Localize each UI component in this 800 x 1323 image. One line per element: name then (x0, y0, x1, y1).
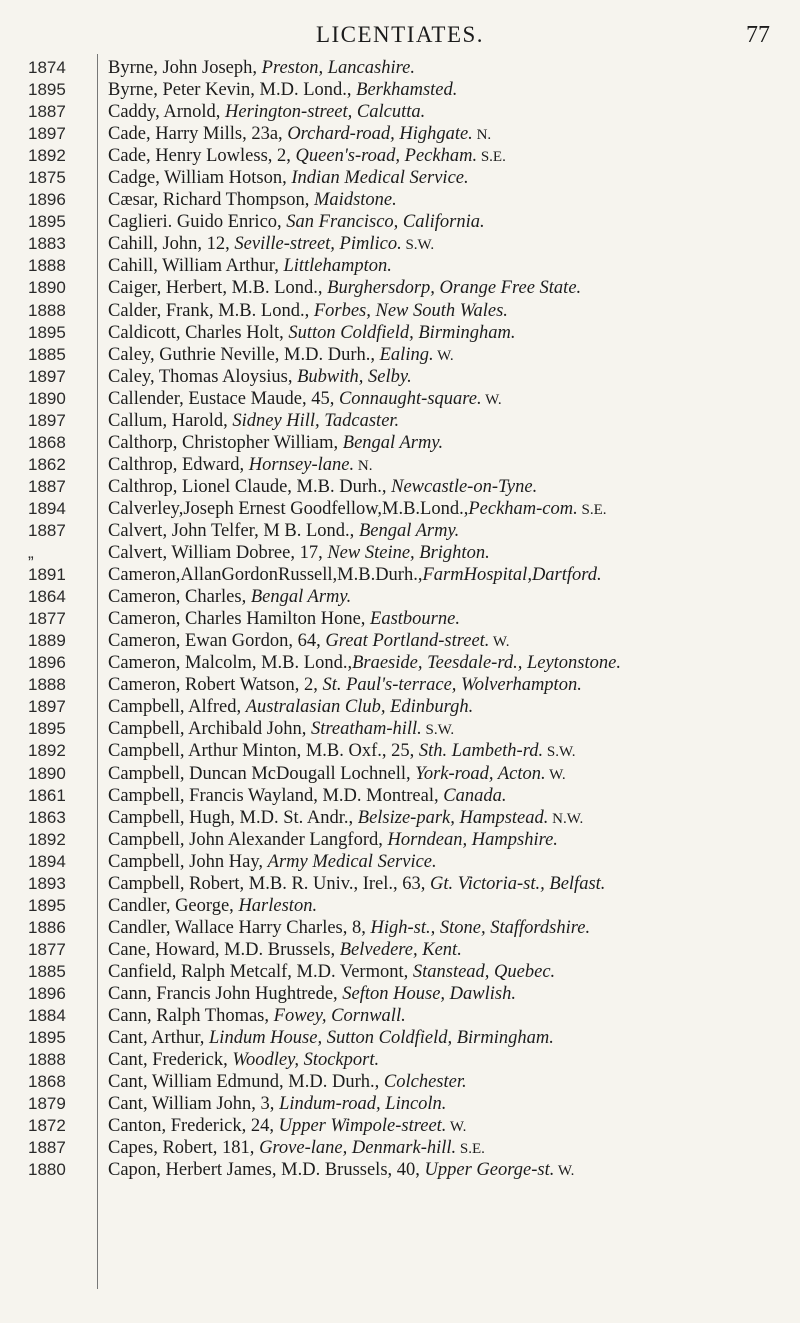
entry-address: Queen's-road, Peckham. (295, 146, 478, 167)
entry-address: San Francisco, California. (286, 212, 485, 233)
entry-text (108, 740, 575, 763)
entry-text (108, 366, 412, 388)
entry-name: Cade, Henry Lowless, 2, (108, 146, 296, 167)
entry-year: 1880 (28, 1160, 66, 1180)
list-item (0, 123, 800, 145)
entry-name: Campbell, Arthur Minton, M.B. Oxf., 25, (108, 741, 419, 762)
entry-name: Cameron, Robert Watson, 2, (108, 675, 323, 696)
entry-text (108, 189, 397, 211)
entry-address: Australasian Club, Edinburgh. (245, 697, 474, 718)
list-item (0, 167, 800, 189)
entry-address: Peckham-com. (468, 498, 578, 519)
list-item (0, 807, 800, 829)
list-item (0, 785, 800, 807)
entry-district: S.W. (421, 722, 455, 739)
entry-year: 1861 (28, 785, 66, 805)
entry-name: Callum, Harold, (108, 410, 233, 431)
entry-name: Cade, Harry Mills, 23a, (108, 124, 288, 145)
entry-year: 1895 (28, 719, 66, 739)
entry-name: Campbell, John Alexander Langford, (108, 829, 388, 850)
entry-name: Campbell, Hugh, M.D. St. Andr., (108, 807, 358, 828)
entry-address: Braeside, Teesdale-rd., Leytonstone. (352, 653, 621, 674)
list-item (0, 189, 800, 211)
entry-year: 1897 (28, 366, 66, 386)
entry-text (108, 674, 582, 696)
list-item (0, 277, 800, 299)
entry-address: Orchard-road, Highgate. (287, 124, 473, 145)
list-item (0, 101, 800, 123)
entry-text (108, 564, 602, 586)
entry-name: Callender, Eustace Maude, 45, (108, 388, 339, 409)
entry-text (108, 432, 443, 454)
entry-text (108, 807, 583, 830)
entry-district: N. (472, 127, 492, 144)
entry-text (108, 101, 425, 123)
entry-text (108, 1137, 485, 1160)
list-item (0, 873, 800, 895)
entry-address: Harleston. (238, 895, 318, 916)
entry-year: 1888 (28, 300, 66, 320)
list-item (0, 57, 800, 79)
list-item (0, 1115, 800, 1137)
entry-address: Indian Medical Service. (291, 168, 469, 189)
entry-text (108, 476, 537, 498)
entry-year: 1892 (28, 146, 66, 166)
entry-text (108, 388, 502, 411)
entry-year: 1895 (28, 212, 66, 232)
entry-name: Campbell, John Hay, (108, 851, 268, 872)
entry-name: Cæsar, Richard Thompson, (108, 190, 315, 211)
list-item (0, 432, 800, 454)
entry-name: Campbell, Duncan McDougall Lochnell, (108, 763, 416, 784)
entry-year: 1895 (28, 80, 66, 100)
list-item (0, 145, 800, 167)
entry-text (108, 300, 508, 322)
list-item (0, 211, 800, 233)
entry-name: Cann, Francis John Hughtrede, (108, 983, 343, 1004)
entry-district: S.W. (401, 237, 435, 254)
entry-text (108, 1049, 379, 1071)
entry-name: Calthrop, Lionel Claude, M.B. Durh., (108, 476, 392, 497)
entry-text (108, 211, 485, 233)
entry-address: Seville-street, Pimlico. (234, 234, 402, 255)
entry-year: 1868 (28, 1072, 66, 1092)
list-item (0, 498, 800, 520)
entry-year: 1888 (28, 256, 66, 276)
entry-address: Gt. Victoria-st., Belfast. (430, 873, 606, 894)
entry-name: Calder, Frank, M.B. Lond., (108, 300, 314, 321)
entry-text (108, 277, 581, 299)
entry-address: Upper George-st. (424, 1160, 555, 1181)
entry-name: Cant, Arthur, (108, 1028, 210, 1049)
entry-district: W. (481, 391, 502, 408)
entry-name: Cane, Howard, M.D. Brussels, (108, 939, 340, 960)
entry-name: Caley, Guthrie Neville, M.D. Durh., (108, 344, 380, 365)
entry-year: 1864 (28, 587, 66, 607)
entry-address: Sth. Lambeth-rd. (418, 741, 544, 762)
entry-year: 1890 (28, 388, 66, 408)
entry-year: 1887 (28, 1138, 66, 1158)
entry-text (108, 718, 454, 741)
entry-text (108, 344, 454, 367)
entry-address: Sutton Coldfield, Birmingham. (288, 322, 516, 343)
entry-text (108, 498, 607, 521)
entry-text (108, 145, 506, 168)
entry-address: York-road, Acton. (415, 763, 546, 784)
list-item (0, 564, 800, 586)
entry-text (108, 608, 460, 630)
entry-year: 1895 (28, 322, 66, 342)
list-item (0, 344, 800, 366)
entry-year: 1875 (28, 168, 66, 188)
entry-name: Caiger, Herbert, M.B. Lond., (108, 278, 328, 299)
entry-address: Bengal Army. (342, 432, 444, 453)
entry-address: Belsize-park, Hampstead. (357, 807, 549, 828)
entry-address: Preston, Lancashire. (261, 58, 415, 78)
entry-district: N. (354, 457, 373, 474)
entry-text (108, 322, 516, 344)
entry-year: 1897 (28, 697, 66, 717)
entry-year: 1887 (28, 520, 66, 540)
list-item (0, 851, 800, 873)
entry-name: Caglieri. Guido Enrico, (108, 212, 287, 233)
entry-address: St. Paul's-terrace, Wolverhampton. (322, 675, 582, 696)
entry-name: Cameron,AllanGordonRussell,M.B.Durh., (108, 565, 423, 586)
entry-text (108, 939, 462, 961)
entry-address: Berkhamsted. (356, 80, 458, 101)
list-item (0, 983, 800, 1005)
entry-address: Littlehampton. (283, 256, 392, 277)
entry-year: 1890 (28, 278, 66, 298)
entry-year: 1887 (28, 476, 66, 496)
list-item (0, 255, 800, 277)
entry-district: S.E. (456, 1141, 485, 1158)
entry-year: 1886 (28, 917, 66, 937)
entry-name: Campbell, Archibald John, (108, 719, 311, 740)
entry-text (108, 542, 490, 564)
entry-text (108, 873, 605, 895)
entry-district: W. (545, 766, 566, 783)
entry-year: 1863 (28, 807, 66, 827)
entry-name: Cahill, John, 12, (108, 234, 235, 255)
entry-district: S.E. (477, 149, 506, 166)
list-item (0, 233, 800, 255)
entry-address: Bubwith, Selby. (297, 366, 412, 387)
entry-text (108, 696, 473, 718)
entry-text (108, 829, 558, 851)
entry-year: 1872 (28, 1116, 66, 1136)
entry-year: 1889 (28, 631, 66, 651)
entry-year: 1885 (28, 344, 66, 364)
entry-name: Cann, Ralph Thomas, (108, 1006, 274, 1027)
entry-text (108, 983, 516, 1005)
entry-text (108, 255, 392, 277)
entry-address: Woodley, Stockport. (232, 1050, 380, 1071)
entry-name: Candler, George, (108, 895, 239, 916)
entry-name: Caldicott, Charles Holt, (108, 322, 289, 343)
entry-year: 1892 (28, 829, 66, 849)
entry-address: Bengal Army. (358, 520, 460, 541)
list-item (0, 763, 800, 785)
entry-name: Capes, Robert, 181, (108, 1138, 260, 1159)
list-item (0, 1071, 800, 1093)
entry-year: 1892 (28, 741, 66, 761)
list-item (0, 322, 800, 344)
entry-text (108, 79, 457, 101)
entry-year: 1868 (28, 432, 66, 452)
entry-list (0, 57, 800, 1181)
entry-text (108, 1071, 467, 1093)
list-item (0, 1159, 800, 1181)
entry-address: Lindum House, Sutton Coldfield, Birmingham. (209, 1028, 554, 1049)
entry-year: 1895 (28, 1028, 66, 1048)
entry-district: S.E. (577, 501, 607, 518)
entry-name: Campbell, Francis Wayland, M.D. Montreal, (108, 785, 444, 806)
list-item (0, 829, 800, 851)
entry-text (108, 520, 459, 542)
entry-address: New Steine, Brighton. (327, 543, 490, 564)
entry-address: Sefton House, Dawlish. (342, 983, 516, 1004)
entry-district: W. (446, 1119, 467, 1136)
entry-text (108, 851, 437, 873)
entry-address: Streatham-hill. (310, 719, 422, 740)
entry-district: W. (433, 347, 454, 364)
list-item (0, 718, 800, 740)
entry-address: FarmHospital,Dartford. (422, 565, 602, 586)
entry-name: Capon, Herbert James, M.D. Brussels, 40, (108, 1160, 425, 1181)
list-item (0, 79, 800, 101)
entry-text (108, 1159, 574, 1182)
entry-text (108, 630, 509, 653)
entry-year: 1885 (28, 961, 66, 981)
entry-name: Calthrop, Edward, (108, 454, 249, 475)
entry-name: Caley, Thomas Aloysius, (108, 366, 298, 387)
list-item (0, 696, 800, 718)
page-number: 77 (746, 22, 770, 48)
entry-text (108, 233, 434, 256)
entry-address: Newcastle-on-Tyne. (391, 476, 538, 497)
entry-name: Byrne, John Joseph, (108, 58, 262, 78)
entry-district: S.W. (543, 744, 576, 761)
entry-year: 1895 (28, 895, 66, 915)
entry-name: Cahill, William Arthur, (108, 256, 284, 277)
entry-name: Cant, Frederick, (108, 1050, 233, 1071)
entry-text (108, 1093, 446, 1115)
entry-name: Calvert, John Telfer, M B. Lond., (108, 520, 359, 541)
page-title: LICENTIATES. (315, 22, 485, 47)
entry-address: Great Portland-street. (325, 631, 490, 652)
entry-address: Sidney Hill, Tadcaster. (232, 410, 400, 431)
list-item (0, 1027, 800, 1049)
entry-address: Grove-lane, Denmark-hill. (259, 1138, 457, 1159)
entry-address: Army Medical Service. (267, 851, 437, 872)
entry-name: Cant, William John, 3, (108, 1094, 280, 1115)
entry-address: Forbes, New South Wales. (313, 300, 508, 321)
list-item (0, 388, 800, 410)
entry-name: Calthorp, Christopher William, (108, 432, 343, 453)
entry-year: 1888 (28, 1050, 66, 1070)
entry-name: Caddy, Arnold, (108, 102, 225, 123)
entry-address: Stanstead, Quebec. (412, 961, 556, 982)
entry-year: 1879 (28, 1094, 66, 1114)
entry-name: Campbell, Robert, M.B. R. Univ., Irel., 63, (108, 873, 431, 894)
page-header (0, 22, 800, 52)
entry-name: Campbell, Alfred, (108, 697, 246, 718)
entry-text (108, 895, 317, 917)
entry-address: Maidstone. (314, 190, 397, 211)
entry-year: 1874 (28, 58, 66, 77)
entry-year: 1883 (28, 234, 66, 254)
entry-name: Canfield, Ralph Metcalf, M.D. Vermont, (108, 961, 413, 982)
list-item (0, 586, 800, 608)
entry-address: Lindum-road, Lincoln. (279, 1094, 447, 1115)
list-item (0, 476, 800, 498)
list-item (0, 366, 800, 388)
entry-text (108, 763, 566, 786)
list-item (0, 939, 800, 961)
list-item (0, 1049, 800, 1071)
entry-address: Horndean, Hampshire. (387, 829, 558, 850)
entry-year: 1893 (28, 873, 66, 893)
entry-year: 1862 (28, 454, 66, 474)
entry-text (108, 454, 372, 477)
entry-year: 1896 (28, 983, 66, 1003)
entry-name: Canton, Frederick, 24, (108, 1116, 279, 1137)
entry-text (108, 57, 415, 79)
entry-name: Cameron, Malcolm, M.B. Lond., (108, 653, 353, 674)
entry-address: Bengal Army. (250, 587, 352, 608)
entry-address: Colchester. (383, 1072, 467, 1093)
entry-name: Calvert, William Dobree, 17, (108, 543, 328, 564)
entry-district: N.W. (548, 810, 584, 827)
entry-text (108, 410, 399, 432)
list-item (0, 608, 800, 630)
entry-text (108, 123, 491, 146)
entry-year: 1884 (28, 1006, 66, 1026)
entry-year: 1897 (28, 410, 66, 430)
entry-year: 1894 (28, 851, 66, 871)
entry-address: Fowey, Cornwall. (273, 1006, 406, 1027)
entry-name: Cameron, Charles, (108, 587, 251, 608)
entry-year: 1877 (28, 609, 66, 629)
entry-address: Burghersdorp, Orange Free State. (327, 278, 582, 299)
list-item (0, 520, 800, 542)
entry-address: Connaught-square. (338, 388, 482, 409)
entry-year: 1877 (28, 939, 66, 959)
list-item (0, 652, 800, 674)
list-item (0, 740, 800, 762)
entry-district: W. (489, 634, 510, 651)
entry-year: 1887 (28, 102, 66, 122)
entry-text (108, 652, 621, 674)
entry-name: Cant, William Edmund, M.D. Durh., (108, 1072, 384, 1093)
list-item (0, 1005, 800, 1027)
entry-text (108, 1027, 554, 1049)
entry-address: Eastbourne. (370, 609, 460, 630)
entry-text (108, 961, 555, 983)
entry-name: Cameron, Ewan Gordon, 64, (108, 631, 326, 652)
entry-text (108, 917, 590, 939)
entry-year: 1896 (28, 653, 66, 673)
list-item (0, 917, 800, 939)
entry-address: Belvedere, Kent. (339, 939, 462, 960)
entry-year: 1894 (28, 498, 66, 518)
list-item (0, 542, 800, 564)
entry-text (108, 1005, 406, 1027)
entry-text (108, 1115, 466, 1138)
entry-name: Calverley,Joseph Ernest Goodfellow,M.B.Lond., (108, 498, 469, 519)
entry-year: 1890 (28, 763, 66, 783)
entry-address: Herington-street, Calcutta. (225, 102, 426, 123)
list-item (0, 454, 800, 476)
list-item (0, 895, 800, 917)
entry-address: Ealing. (379, 344, 434, 365)
list-item (0, 961, 800, 983)
entry-name: Byrne, Peter Kevin, M.D. Lond., (108, 80, 357, 101)
entry-year: 1888 (28, 675, 66, 695)
list-item (0, 1137, 800, 1159)
entry-year: „ (28, 543, 34, 563)
list-item (0, 1093, 800, 1115)
entry-address: Upper Wimpole-street. (278, 1116, 447, 1137)
list-item (0, 410, 800, 432)
entry-name: Cameron, Charles Hamilton Hone, (108, 609, 371, 630)
entry-address: Canada. (443, 785, 507, 806)
entry-name: Candler, Wallace Harry Charles, 8, (108, 917, 371, 938)
list-item (0, 630, 800, 652)
entry-name: Cadge, William Hotson, (108, 168, 292, 189)
entry-year: 1891 (28, 565, 66, 585)
entry-year: 1897 (28, 124, 66, 144)
entry-text (108, 167, 469, 189)
list-item (0, 674, 800, 696)
entry-text (108, 586, 351, 608)
entry-address: Hornsey-lane. (248, 454, 355, 475)
list-item (0, 300, 800, 322)
entry-text (108, 785, 506, 807)
entry-address: High-st., Stone, Staffordshire. (370, 917, 591, 938)
entry-year: 1896 (28, 190, 66, 210)
entry-district: W. (554, 1163, 575, 1180)
